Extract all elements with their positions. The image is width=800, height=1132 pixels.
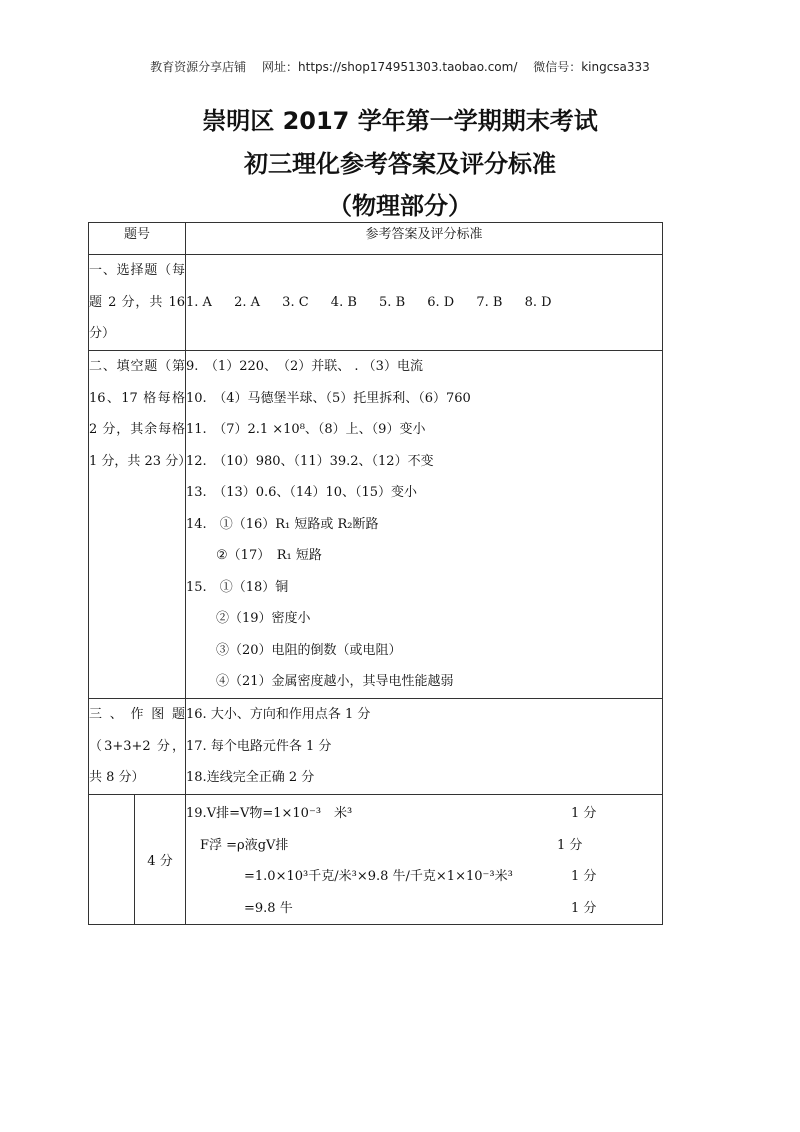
calc-text: =9.8 牛: [244, 900, 293, 916]
answer-table: [88, 222, 663, 925]
section-category: 二、填空题（第 16、17 格每格 2 分，其余每格 1 分，共 23 分）: [89, 351, 186, 699]
calc-line: [186, 861, 662, 893]
mc-answer: 5. B: [379, 294, 406, 310]
mc-answers: [186, 287, 662, 319]
section-answers: [186, 795, 663, 925]
mc-answer: 6. D: [427, 294, 455, 310]
calc-score: 1 分: [571, 869, 597, 884]
table-header-row: [89, 223, 663, 255]
section-category: [89, 795, 135, 925]
table-row: [89, 795, 663, 925]
calc-text: 19.V排=V物=1×10⁻³ 米³: [186, 806, 353, 821]
mc-answer: 7. B: [476, 294, 503, 310]
answer-line: 13. （13）0.6、（14）10、（15）变小: [186, 485, 418, 500]
answer-line: ②（19）密度小: [216, 611, 311, 626]
answer-line: 12. （10）980、（11）39.2、（12）不变: [186, 453, 434, 469]
calc-text: =1.0×10³千克/米³×9.8 牛/千克×1×10⁻³米³: [244, 869, 513, 884]
section-answers: [186, 351, 663, 699]
table-row: [89, 351, 663, 699]
answer-line: ③（20）电阻的倒数（或电阻）: [216, 642, 402, 658]
calc-score: 1 分: [571, 900, 597, 916]
calc-line: [186, 798, 662, 830]
calc-text: F浮 =ρ液gV排: [200, 837, 289, 853]
exam-title: 崇明区 2017 学年第一学期期末考试: [202, 107, 598, 135]
wechat-id: 微信号：kingcsa333: [533, 60, 650, 74]
shop-name: 教育资源分享店铺: [150, 60, 247, 74]
answer-line: 18.连线完全正确 2 分: [186, 770, 315, 785]
mc-answer: 3. C: [282, 294, 309, 310]
answer-line: 10. （4）马德堡半球、（5）托里拆利、（6）760: [186, 390, 471, 406]
table-row: [89, 699, 663, 795]
calc-score: 1 分: [557, 837, 583, 853]
answer-line: 15. ①（18）铜: [186, 579, 289, 595]
column-header-question: 题号: [89, 223, 186, 255]
answer-line: 16. 大小、方向和作用点各 1 分: [186, 707, 371, 722]
mc-answer: 8. D: [524, 294, 552, 310]
answer-line: ②（17） R₁ 短路: [216, 548, 322, 563]
column-header-answer: 参考答案及评分标准: [186, 223, 663, 255]
answer-line: 11. （7）2.1 ×10⁸、（8）上、（9）变小: [186, 422, 426, 437]
answer-line: ④（21）金属密度越小，其导电性能越弱: [216, 674, 454, 689]
shop-url: 网址：https://shop174951303.taobao.com/: [262, 60, 518, 74]
calc-score: 1 分: [571, 806, 597, 821]
section-category: 一、选择题（每题 2 分，共 16 分）: [89, 255, 186, 351]
page-header: [0, 58, 800, 75]
table-row: [89, 255, 663, 351]
exam-subtitle: 初三理化参考答案及评分标准: [244, 150, 556, 178]
exam-section-title: （物理部分）: [328, 192, 472, 220]
answer-line: 17. 每个电路元件各 1 分: [186, 738, 332, 754]
section-answers: [186, 699, 663, 795]
answer-line: 14. ①（16）R₁ 短路或 R₂断路: [186, 516, 379, 532]
calc-line: [186, 893, 662, 925]
section-answers: [186, 255, 663, 351]
calc-line: [186, 830, 662, 862]
sub-score: 4 分: [135, 795, 186, 925]
mc-answer: 1. A: [186, 294, 212, 310]
section-category: 三、作图题（3+3+2 分，共 8 分）: [89, 699, 186, 795]
mc-answer: 2. A: [234, 294, 261, 310]
answer-line: 9. （1）220、 （2）并联、 . （3）电流: [186, 359, 423, 374]
mc-answer: 4. B: [330, 294, 357, 310]
